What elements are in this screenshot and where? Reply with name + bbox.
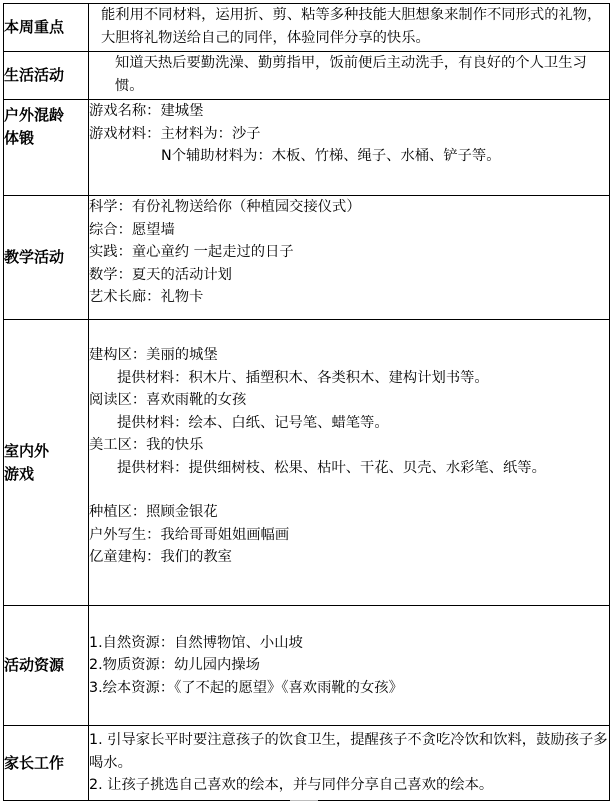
row-teaching xyxy=(4,196,610,320)
page-bottom-mark xyxy=(290,800,318,803)
parent-item-1: 1. 引导家长平时要注意孩子的饮食卫生，提醒孩子不贪吃冷饮和饮料，鼓励孩子多喝水。 xyxy=(89,732,608,771)
weekly-plan-table xyxy=(3,3,610,801)
spacer xyxy=(89,479,609,501)
reading-area: 阅读区：喜欢雨靴的女孩 xyxy=(89,392,247,408)
build-area: 建构区：美丽的城堡 xyxy=(89,347,218,363)
content-life xyxy=(89,52,610,100)
label-outdoor xyxy=(4,100,89,196)
focus-text: 能利用不同材料，运用折、剪、粘等多种技能大胆想象来制作不同形式的礼物，大胆将礼物送给自己的同伴，体验同伴分享的快乐。 xyxy=(101,7,602,46)
label-focus: 本周重点 xyxy=(4,4,89,52)
build-material: 提供材料：积木片、插塑积木、各类积木、建构计划书等。 xyxy=(117,369,489,386)
row-games xyxy=(4,320,610,606)
row-outdoor xyxy=(4,100,610,196)
label-outdoor-line2: 体锻 xyxy=(4,129,35,147)
art-area: 美工区：我的快乐 xyxy=(89,437,204,453)
life-text: 知道天热后要勤洗澡、勤剪指甲，饭前便后主动洗手，有良好的个人卫生习惯。 xyxy=(115,55,587,94)
game-material: 游戏材料：主材料为：沙子 xyxy=(89,125,261,142)
row-focus xyxy=(4,4,610,52)
label-games-line1: 室内外 xyxy=(4,441,50,460)
yitong-build: 亿童建构：我们的教室 xyxy=(89,549,232,565)
content-outdoor xyxy=(89,100,610,196)
teaching-item: 艺术长廊：礼物卡 xyxy=(89,289,204,305)
row-parents xyxy=(4,726,610,801)
resource-item: 2.物质资源：幼儿园内操场 xyxy=(89,657,260,674)
content-teaching xyxy=(89,196,610,320)
content-resources xyxy=(89,606,610,726)
teaching-item: 数学：夏天的活动计划 xyxy=(89,266,232,283)
teaching-item: 实践：童心童约 一起走过的日子 xyxy=(89,244,294,260)
label-teaching: 教学活动 xyxy=(4,196,89,320)
label-games xyxy=(4,320,89,606)
label-parents: 家长工作 xyxy=(4,726,89,801)
row-resources xyxy=(4,606,610,726)
resource-item: 3.绘本资源：《了不起的愿望》《喜欢雨靴的女孩》 xyxy=(89,679,403,696)
content-focus xyxy=(89,4,610,52)
content-parents xyxy=(89,726,610,801)
resource-item: 1.自然资源：自然博物馆、小山坡 xyxy=(89,634,303,651)
row-life xyxy=(4,52,610,100)
teaching-item: 综合：愿望墙 xyxy=(89,221,175,238)
parent-item-2: 2. 让孩子挑选自己喜欢的绘本，并与同伴分享自己喜欢的绘本。 xyxy=(89,777,494,794)
art-material: 提供材料：提供细树枝、松果、枯叶、干花、贝壳、水彩笔、纸等。 xyxy=(117,459,546,476)
reading-material: 提供材料：绘本、白纸、记号笔、蜡笔等。 xyxy=(117,414,389,431)
label-outdoor-line1: 户外混龄 xyxy=(4,106,65,124)
aux-material: N个辅助材料为：木板、竹梯、绳子、水桶、铲子等。 xyxy=(161,148,501,164)
label-resources: 活动资源 xyxy=(4,606,89,726)
content-games xyxy=(89,320,610,606)
outdoor-sketch: 户外写生：我给哥哥姐姐画幅画 xyxy=(89,526,290,543)
label-life: 生活活动 xyxy=(4,52,89,100)
planting-area: 种植区：照顾金银花 xyxy=(89,504,218,520)
game-name: 游戏名称：建城堡 xyxy=(89,103,204,119)
label-games-line2: 游戏 xyxy=(4,464,35,483)
teaching-item: 科学：有份礼物送给你（种植园交接仪式） xyxy=(89,199,361,215)
